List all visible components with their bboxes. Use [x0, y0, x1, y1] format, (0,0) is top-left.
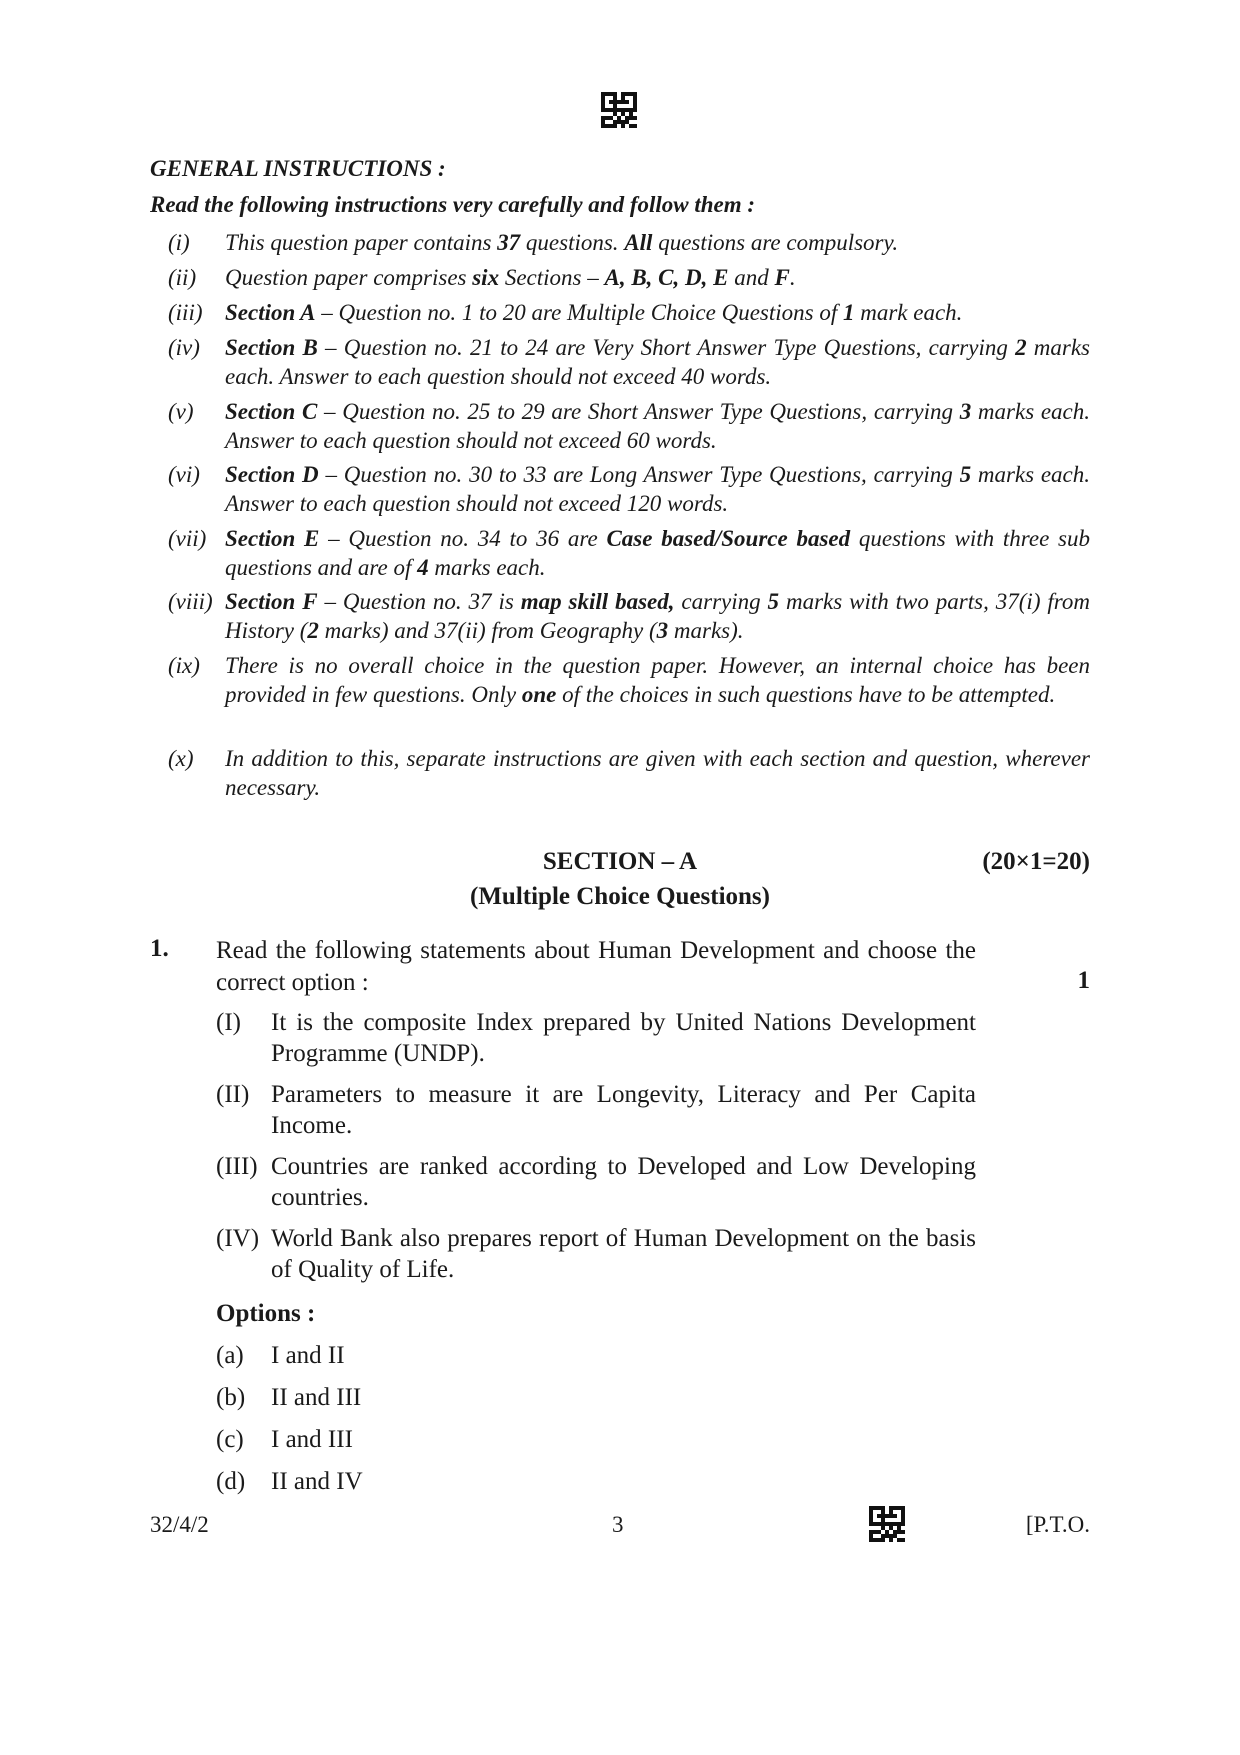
statement-number: (II)	[216, 1081, 250, 1108]
instruction-item	[150, 587, 1090, 645]
option-number: (a)	[216, 1342, 244, 1369]
instruction-number: (vii)	[168, 526, 207, 551]
instruction-text: Section F – Question no. 37 is map skill based, carrying 5 marks with two parts, 37(i) from History (2 marks) and 37(ii) from Geography (3 marks).	[225, 589, 1090, 643]
instruction-number: (ii)	[168, 265, 197, 290]
instruction-number: (iii)	[168, 300, 203, 325]
question-marks: 1	[1077, 967, 1090, 994]
general-instructions-subtitle: Read the following instructions very carefully and follow them :	[150, 192, 756, 217]
qr-code-bottom-icon	[869, 1506, 905, 1542]
instruction-number: (iv)	[168, 335, 200, 360]
question-text: Read the following statements about Human Development and choose the correct option :	[216, 937, 976, 996]
statement-item	[216, 1007, 976, 1069]
option-item	[216, 1426, 353, 1454]
options-label: Options :	[216, 1300, 316, 1327]
instruction-number: (vi)	[168, 462, 200, 487]
instruction-item	[150, 397, 1090, 455]
section-marks: (20×1=20)	[982, 848, 1090, 875]
instruction-text: Question paper comprises six Sections – A, B, C, D, E and F.	[225, 265, 796, 290]
instruction-text: Section C – Question no. 25 to 29 are Short Answer Type Questions, carrying 3 marks each. Answer to each question should not exceed 60 words.	[225, 399, 1091, 453]
statement-text: Parameters to measure it are Longevity, Literacy and Per Capita Income.	[271, 1081, 976, 1139]
instruction-text: This question paper contains 37 questions. All questions are compulsory.	[225, 230, 899, 255]
statement-number: (III)	[216, 1153, 258, 1180]
instruction-text: In addition to this, separate instructions are given with each section and question, wherever necessary.	[225, 746, 1090, 800]
instruction-number: (i)	[168, 230, 190, 255]
option-text: I and II	[271, 1342, 345, 1369]
option-item	[216, 1384, 361, 1412]
statement-number: (IV)	[216, 1225, 260, 1252]
paper-code: 32/4/2	[150, 1512, 209, 1537]
instruction-number: (ix)	[168, 653, 200, 678]
instruction-item	[150, 460, 1090, 518]
general-instructions-title: GENERAL INSTRUCTIONS :	[150, 156, 446, 181]
question-number: 1.	[150, 935, 169, 962]
instruction-item	[150, 263, 1090, 292]
option-text: II and IV	[271, 1468, 363, 1495]
instruction-text: Section D – Question no. 30 to 33 are Long Answer Type Questions, carrying 5 marks each. Answer to each question should not exceed 120 words.	[225, 462, 1090, 516]
statement-text: World Bank also prepares report of Human Development on the basis of Quality of Life.	[271, 1225, 976, 1283]
page-number: 3	[612, 1512, 624, 1537]
statement-number: (I)	[216, 1009, 241, 1036]
instruction-item	[150, 298, 1090, 327]
instruction-text: Section A – Question no. 1 to 20 are Multiple Choice Questions of 1 mark each.	[225, 300, 963, 325]
statement-item	[216, 1223, 976, 1285]
option-number: (b)	[216, 1384, 246, 1411]
option-number: (d)	[216, 1468, 246, 1495]
instruction-number: (v)	[168, 399, 194, 424]
option-number: (c)	[216, 1426, 244, 1453]
instruction-text: There is no overall choice in the question paper. However, an internal choice has been provided in few questions. Only one of the choices in such questions have to be attempted.	[225, 653, 1090, 707]
instruction-item	[150, 651, 1090, 709]
section-title: SECTION – A	[542, 848, 698, 875]
instruction-item	[150, 524, 1090, 582]
option-text: II and III	[271, 1384, 362, 1411]
instruction-item	[150, 744, 1090, 802]
instruction-item	[150, 333, 1090, 391]
option-item	[216, 1342, 345, 1370]
option-text: I and III	[271, 1426, 353, 1453]
instruction-text: Section B – Question no. 21 to 24 are Very Short Answer Type Questions, carrying 2 marks each. Answer to each question should not exceed 40 words.	[225, 335, 1090, 389]
instruction-number: (x)	[168, 746, 194, 771]
statement-text: Countries are ranked according to Developed and Low Developing countries.	[271, 1153, 976, 1211]
option-item	[216, 1468, 363, 1496]
pto-label: [P.T.O.	[1025, 1512, 1090, 1537]
statement-text: It is the composite Index prepared by United Nations Development Programme (UNDP).	[271, 1009, 976, 1067]
statement-item	[216, 1151, 976, 1213]
instruction-item	[150, 228, 1090, 257]
section-subtitle: (Multiple Choice Questions)	[470, 883, 770, 910]
qr-code-top-icon	[601, 92, 637, 128]
statement-item	[216, 1079, 976, 1141]
instruction-number: (viii)	[168, 589, 213, 614]
instruction-text: Section E – Question no. 34 to 36 are Case based/Source based questions with three sub questions and are of 4 marks each.	[225, 526, 1090, 580]
